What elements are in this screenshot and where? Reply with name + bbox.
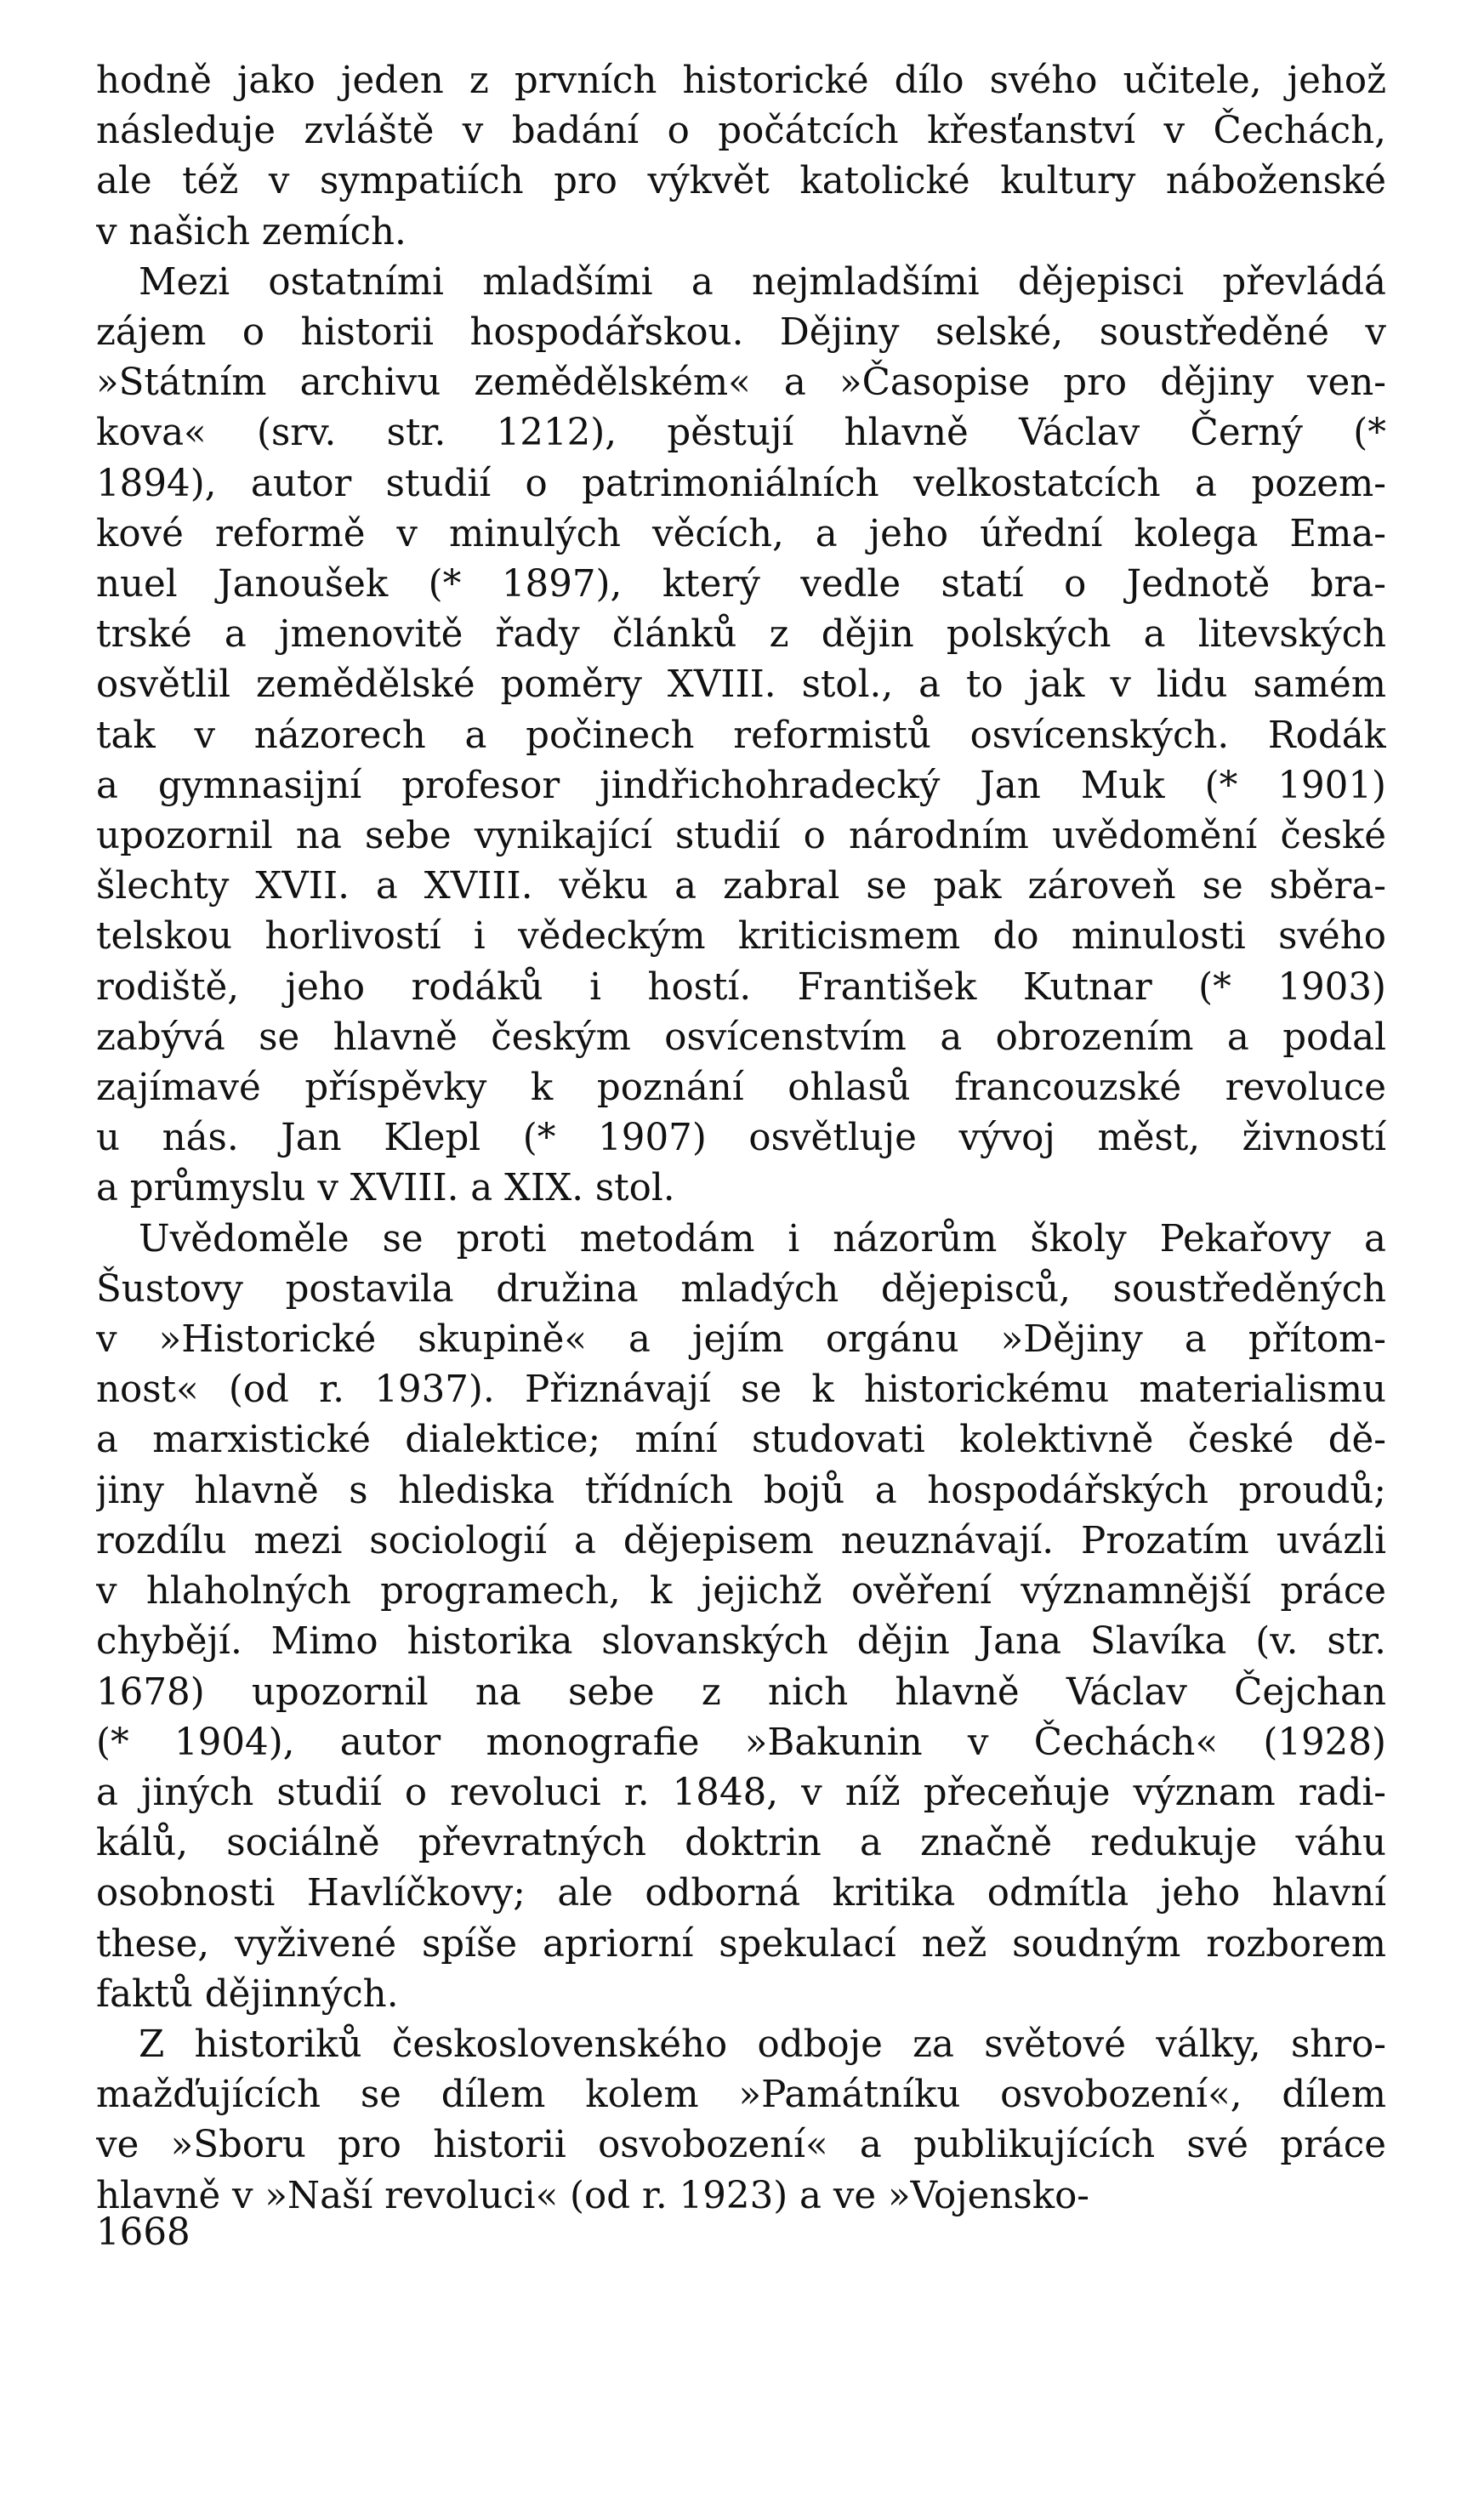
text-line: kové reformě v minulých věcích, a jeho úřední kolega Ema- xyxy=(96,512,1386,555)
text-line: 1894), autor studií o patrimoniálních velkostatcích a pozem- xyxy=(96,462,1386,505)
text-line: 1678) upozornil na sebe z nich hlavně Václav Čejchan xyxy=(96,1670,1386,1714)
text-line: mažďujících se dílem kolem »Památníku osvobození«, dílem xyxy=(96,2074,1386,2117)
text-line: a jiných studií o revoluci r. 1848, v níž přeceňuje význam radi- xyxy=(96,1771,1386,1814)
paragraph xyxy=(96,56,1386,258)
paragraph xyxy=(96,258,1386,1215)
text-line: nuel Janoušek (* 1897), který vedle statí o Jednotě bra- xyxy=(96,563,1386,606)
text-line: hlavně v »Naší revoluci« (od r. 1923) a ve »Vojensko- xyxy=(96,2174,1090,2217)
text-line: upozornil na sebe vynikající studií o národním uvědomění české xyxy=(96,815,1386,858)
text-line: následuje zvláště v badání o počátcích křesťanství v Čechách, xyxy=(96,110,1386,153)
text-line: Šustovy postavila družina mladých dějepisců, soustředěných xyxy=(96,1267,1386,1311)
page-number: 1668 xyxy=(96,2211,190,2254)
text-line: Mezi ostatními mladšími a nejmladšími dějepisci převládá xyxy=(139,260,1386,304)
text-line: telskou horlivostí i vědeckým kriticismem do minulosti svého xyxy=(96,915,1386,959)
text-line: rozdílu mezi sociologií a dějepisem neuznávají. Prozatím uvázli xyxy=(96,1519,1386,1562)
text-line: osobnosti Havlíčkovy; ale odborná kritika odmítla jeho hlavní xyxy=(96,1872,1386,1915)
text-line: these, vyživené spíše apriorní spekulací než soudným rozborem xyxy=(96,1922,1386,1966)
body-text xyxy=(96,56,1386,2222)
text-line: hodně jako jeden z prvních historické dílo svého učitele, jehož xyxy=(96,60,1386,102)
text-line: Z historiků československého odboje za světové války, shro- xyxy=(139,2023,1386,2066)
text-line: a gymnasijní profesor jindřichohradecký Jan Muk (* 1901) xyxy=(96,764,1386,807)
text-line: tak v názorech a počinech reformistů osvícenských. Rodák xyxy=(96,714,1386,757)
text-line: zajímavé příspěvky k poznání ohlasů francouzské revoluce xyxy=(96,1067,1386,1110)
text-line: rodiště, jeho rodáků i hostí. František Kutnar (* 1903) xyxy=(96,965,1386,1009)
paragraph xyxy=(96,2020,1386,2222)
text-line: ve »Sboru pro historii osvobození« a publikujících své práce xyxy=(96,2124,1386,2167)
text-line: trské a jmenovitě řady článků z dějin polských a litevských xyxy=(96,613,1386,657)
text-line: kálů, sociálně převratných doktrin a značně redukuje váhu xyxy=(96,1822,1386,1865)
text-line: v hlaholných programech, k jejichž ověření významnější práce xyxy=(96,1570,1386,1613)
text-line: faktů dějinných. xyxy=(96,1972,399,2016)
text-line: (* 1904), autor monografie »Bakunin v Čechách« (1928) xyxy=(96,1721,1386,1764)
text-line: kova« (srv. str. 1212), pěstují hlavně Václav Černý (* xyxy=(96,412,1386,455)
text-line: zájem o historii hospodářskou. Dějiny selské, soustředěné v xyxy=(96,311,1386,355)
text-line: v našich zemích. xyxy=(96,210,407,253)
text-line: ale též v sympatiích pro výkvět katolické kultury náboženské xyxy=(96,160,1386,203)
text-line: šlechty XVII. a XVIII. věku a zabral se pak zároveň se sběra- xyxy=(96,865,1386,908)
text-line: a průmyslu v XVIII. a XIX. stol. xyxy=(96,1167,675,1210)
text-line: v »Historické skupině« a jejím orgánu »Dějiny a přítom- xyxy=(96,1318,1386,1362)
text-line: zabývá se hlavně českým osvícenstvím a obrozením a podal xyxy=(96,1016,1386,1059)
text-line: nost« (od r. 1937). Přiznávají se k historickému materialismu xyxy=(96,1368,1386,1412)
text-line: u nás. Jan Klepl (* 1907) osvětluje vývoj měst, živností xyxy=(96,1117,1386,1160)
text-line: Uvědoměle se proti metodám i názorům školy Pekařovy a xyxy=(139,1217,1386,1260)
text-line: jiny hlavně s hlediska třídních bojů a hospodářských proudů; xyxy=(96,1469,1386,1512)
text-line: »Státním archivu zemědělském« a »Časopise pro dějiny ven- xyxy=(96,361,1386,405)
text-line: a marxistické dialektice; míní studovati kolektivně české dě- xyxy=(96,1419,1386,1462)
text-line: osvětlil zemědělské poměry XVIII. stol., a to jak v lidu samém xyxy=(96,663,1386,707)
text-line: chybějí. Mimo historika slovanských dějin Jana Slavíka (v. str. xyxy=(96,1620,1386,1664)
paragraph xyxy=(96,1215,1386,2020)
